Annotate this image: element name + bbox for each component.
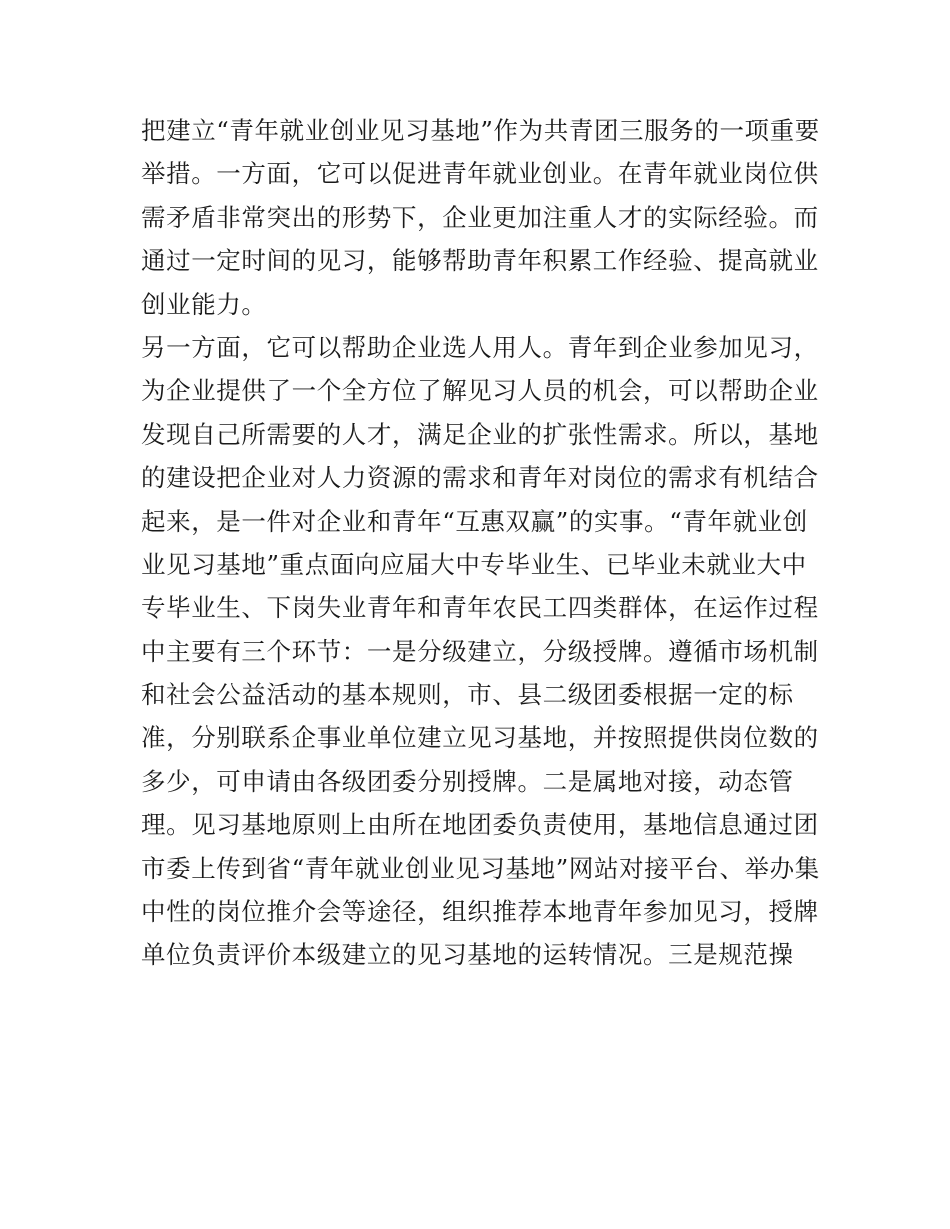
text-line: 多少，可申请由各级团委分别授牌。二是属地对接，动态管 bbox=[141, 766, 794, 796]
text-line: 需矛盾非常突出的形势下，企业更加注重人才的实际经验。而 bbox=[141, 202, 819, 232]
text-line: 中性的岗位推介会等途径，组织推荐本地青年参加见习，授牌 bbox=[141, 897, 819, 927]
text-line: 发现自己所需要的人才，满足企业的扩张性需求。所以，基地 bbox=[141, 419, 819, 449]
text-line: 起来，是一件对企业和青年“互惠双赢”的实事。“青年就业创 bbox=[141, 506, 808, 536]
text-line: 的建设把企业对人力资源的需求和青年对岗位的需求有机结合 bbox=[141, 463, 819, 493]
text-line: 理。见习基地原则上由所在地团委负责使用，基地信息通过团 bbox=[141, 810, 819, 840]
text-line: 业见习基地”重点面向应届大中专毕业生、已毕业未就业大中 bbox=[141, 549, 807, 579]
body-text bbox=[141, 109, 821, 977]
text-line: 通过一定时间的见习，能够帮助青年积累工作经验、提高就业 bbox=[141, 246, 819, 276]
text-line: 举措。一方面，它可以促进青年就业创业。在青年就业岗位供 bbox=[141, 159, 819, 189]
text-line: 市委上传到省“青年就业创业见习基地”网站对接平台、举办集 bbox=[141, 853, 820, 883]
text-line: 和社会公益活动的基本规则，市、县二级团委根据一定的标 bbox=[141, 680, 794, 710]
text-line: 单位负责评价本级建立的见习基地的运转情况。三是规范操 bbox=[141, 940, 794, 970]
text-line: 准，分别联系企事业单位建立见习基地，并按照提供岗位数的 bbox=[141, 723, 819, 753]
text-line: 另一方面，它可以帮助企业选人用人。青年到企业参加见习， bbox=[141, 332, 819, 362]
text-line: 中主要有三个环节：一是分级建立，分级授牌。遵循市场机制 bbox=[141, 636, 819, 666]
text-line: 专毕业生、下岗失业青年和青年农民工四类群体，在运作过程 bbox=[141, 593, 819, 623]
text-line: 为企业提供了一个全方位了解见习人员的机会，可以帮助企业 bbox=[141, 376, 819, 406]
text-line: 把建立“青年就业创业见习基地”作为共青团三服务的一项重要 bbox=[141, 116, 820, 145]
text-line: 创业能力。 bbox=[141, 289, 267, 319]
